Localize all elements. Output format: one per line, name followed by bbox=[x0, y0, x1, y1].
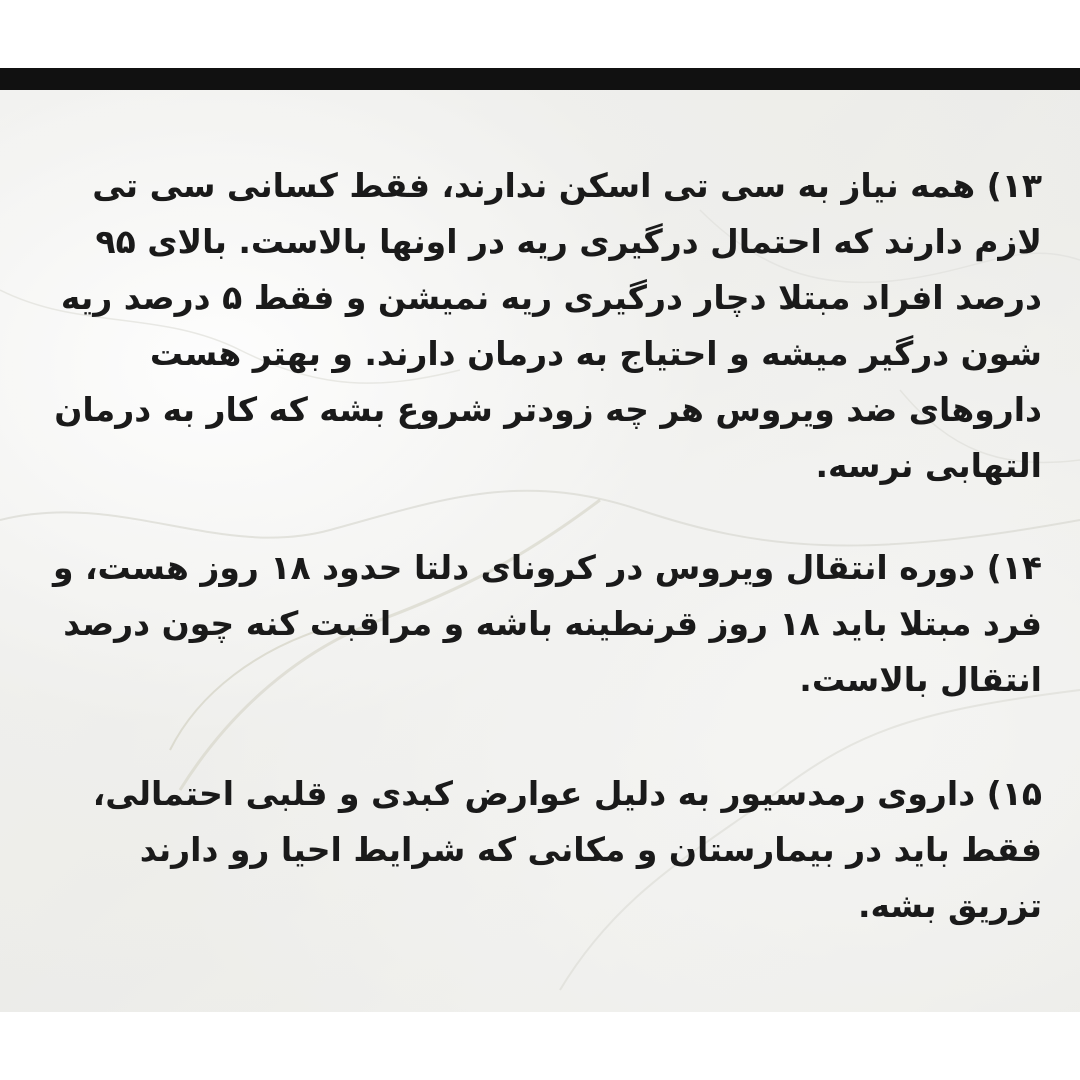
bottom-margin bbox=[0, 1012, 1080, 1080]
top-black-bar bbox=[0, 68, 1080, 90]
paragraph-13: ۱۳) همه نیاز به سی تی اسکن ندارند، فقط کسانی سی تی لازم دارند که احتمال درگیری ریه در اونها بالاست. بالای ۹۵ درصد افراد مبتلا دچار درگیری ریه نمیشن و فقط ۵ درصد ریه شون درگیر میشه و احتیاج به درمان دارند. و بهتر هست داروهای ضد ویروس هر چه زودتر شروع بشه که کار به درمان التهابی نرسه. bbox=[54, 166, 1042, 485]
marble-background bbox=[0, 90, 1080, 1012]
paragraph-15: ۱۵) داروی رمدسیور به دلیل عوارض کبدی و قلبی احتمالی، فقط باید در بیمارستان و مکانی که شرایط احیا رو دارند تزریق بشه. bbox=[92, 774, 1042, 925]
paragraph-14: ۱۴) دوره انتقال ویروس در کرونای دلتا حدود ۱۸ روز هست، و فرد مبتلا باید ۱۸ روز قرنطینه باشه و مراقبت کنه چون درصد انتقال بالاست. bbox=[52, 548, 1042, 699]
